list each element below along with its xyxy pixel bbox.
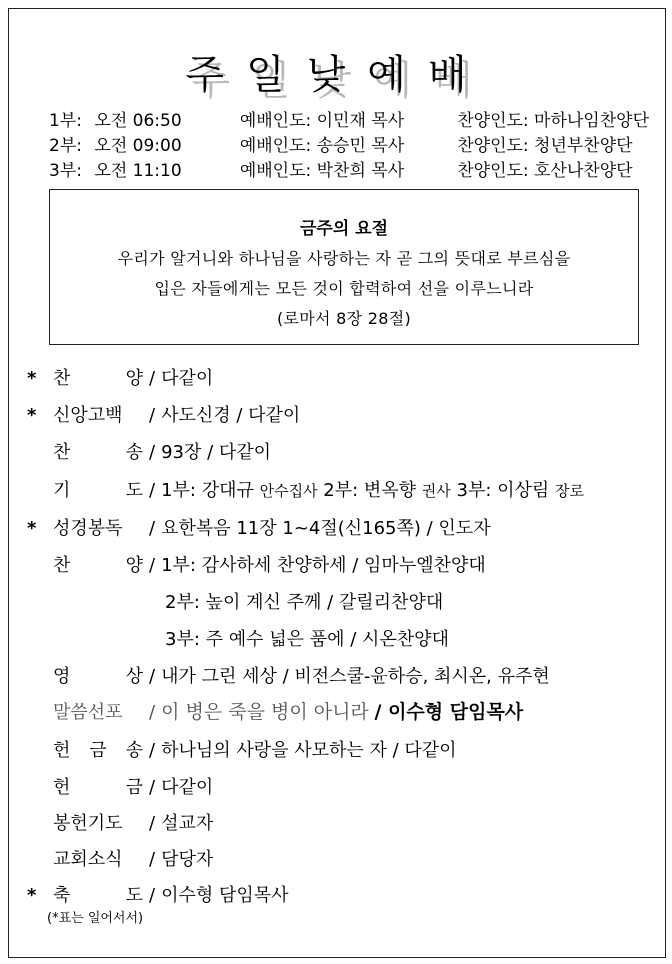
bulletin-page xyxy=(8,8,666,958)
order-label: 기 도 xyxy=(53,480,143,501)
order-label: 헌 금 송 xyxy=(53,740,143,761)
order-offering-prayer: 봉헌기도 / 설교자 xyxy=(27,809,213,835)
order-label: 영 상 xyxy=(53,666,143,687)
verse-line-1: 우리가 알거니와 하나님을 사랑하는 자 곧 그의 뜻대로 부르심을 xyxy=(117,249,571,268)
service-leader: 예배인도: 송승민 목사 xyxy=(239,136,405,156)
order-label: 헌 금 xyxy=(53,777,143,798)
sermon-title: 이 병은 죽을 병이 아니라 xyxy=(161,701,369,723)
order-content: 하나님의 사랑을 사모하는 자 / 다같이 xyxy=(161,740,457,761)
order-content: 93장 / 다같이 xyxy=(161,442,272,463)
order-label: 말씀선포 xyxy=(53,702,123,723)
order-prayer: 기 도 / 1부: 강대규 안수집사 2부: 변옥향 권사 3부: 이상림 장로 xyxy=(27,476,584,502)
prayer-3-title: 장로 xyxy=(555,482,584,500)
verse-line-2: 입은 자들에게는 모든 것이 합력하여 선을 이루느니라 xyxy=(154,279,534,298)
order-content: 다같이 xyxy=(161,777,214,798)
order-offering: 헌 금 / 다같이 xyxy=(27,773,213,799)
page-title: 주일낮예배 xyxy=(185,52,489,98)
service-num: 2부: xyxy=(49,136,82,156)
order-content: 다같이 xyxy=(161,368,214,389)
order-content: 이수형 담임목사 xyxy=(161,885,289,906)
service-leader: 예배인도: 박찬희 목사 xyxy=(239,161,405,181)
order-reading: * 성경봉독 / 요한복음 11장 1~4절(신165쪽) / 인도자 xyxy=(27,514,491,540)
choir-2: 2부: 높이 계신 주께 / 갈릴리찬양대 xyxy=(165,592,444,613)
order-label: 성경봉독 xyxy=(53,518,123,539)
order-hymn: 찬 송 / 93장 / 다같이 xyxy=(27,438,271,464)
service-num: 1부: xyxy=(49,111,82,131)
order-content: 설교자 xyxy=(161,813,214,834)
order-label: 신앙고백 xyxy=(53,405,123,426)
standing-mark: * xyxy=(27,405,37,426)
order-offering-hymn: 헌 금 송 / 하나님의 사랑을 사모하는 자 / 다같이 xyxy=(27,736,457,762)
service-time: 오전 06:50 xyxy=(94,111,182,131)
service-num: 3부: xyxy=(49,161,82,181)
prayer-3: 3부: 이상림 xyxy=(450,480,556,501)
choir-3: 3부: 주 예수 넓은 품에 / 시온찬양대 xyxy=(165,629,449,650)
standing-mark: * xyxy=(27,518,37,539)
order-sermon: 말씀선포 / 이 병은 죽을 병이 아니라 / 이수형 담임목사 xyxy=(27,697,523,724)
service-3 xyxy=(49,156,633,181)
order-content: 담당자 xyxy=(161,849,214,870)
service-praise: 찬양인도: 호산나찬양단 xyxy=(457,161,633,181)
order-label: 축 도 xyxy=(53,885,143,906)
order-content: 내가 그린 세상 / 비전스쿨-윤하승, 최시온, 유주현 xyxy=(161,666,550,687)
order-news: 교회소식 / 담당자 xyxy=(27,845,213,871)
prayer-1: 1부: 강대규 xyxy=(161,480,260,501)
service-leader: 예배인도: 이민재 목사 xyxy=(239,111,405,131)
verse-heading: 금주의 요절 xyxy=(299,219,389,239)
service-1 xyxy=(49,106,649,131)
order-benediction: * 축 도 / 이수형 담임목사 xyxy=(27,881,289,907)
standing-note: (*표는 일어서서) xyxy=(47,911,144,926)
order-label: 찬 송 xyxy=(53,442,143,463)
prayer-2-title: 권사 xyxy=(421,482,451,500)
order-content: 사도신경 / 다같이 xyxy=(161,405,301,426)
order-creed: * 신앙고백 / 사도신경 / 다같이 xyxy=(27,401,300,427)
order-label: 봉헌기도 xyxy=(53,813,123,834)
prayer-1-title: 안수집사 xyxy=(259,482,318,500)
order-praise: * 찬 양 / 다같이 xyxy=(27,364,213,390)
service-time: 오전 09:00 xyxy=(94,136,182,156)
order-label: 찬 양 xyxy=(53,555,143,576)
service-praise: 찬양인도: 청년부찬양단 xyxy=(457,136,633,156)
choir-1: 1부: 감사하세 찬양하세 / 임마누엘찬양대 xyxy=(161,555,486,576)
service-praise: 찬양인도: 마하나임찬양단 xyxy=(457,111,649,131)
order-choir: 찬 양 / 1부: 감사하세 찬양하세 / 임마누엘찬양대 xyxy=(27,551,486,577)
service-2 xyxy=(49,131,633,156)
order-video: 영 상 / 내가 그린 세상 / 비전스쿨-윤하승, 최시온, 유주현 xyxy=(27,662,550,688)
verse-reference: (로마서 8장 28절) xyxy=(276,309,412,328)
order-content: 요한복음 11장 1~4절(신165쪽) / 인도자 xyxy=(161,518,491,539)
standing-mark: * xyxy=(27,368,37,389)
verse-box xyxy=(49,189,639,345)
sermon-preacher: / 이수형 담임목사 xyxy=(374,701,524,723)
standing-mark: * xyxy=(27,885,37,906)
service-time: 오전 11:10 xyxy=(94,161,182,181)
order-label: 교회소식 xyxy=(53,849,123,870)
order-label: 찬 양 xyxy=(53,368,143,389)
prayer-2: 2부: 변옥향 xyxy=(317,480,422,501)
